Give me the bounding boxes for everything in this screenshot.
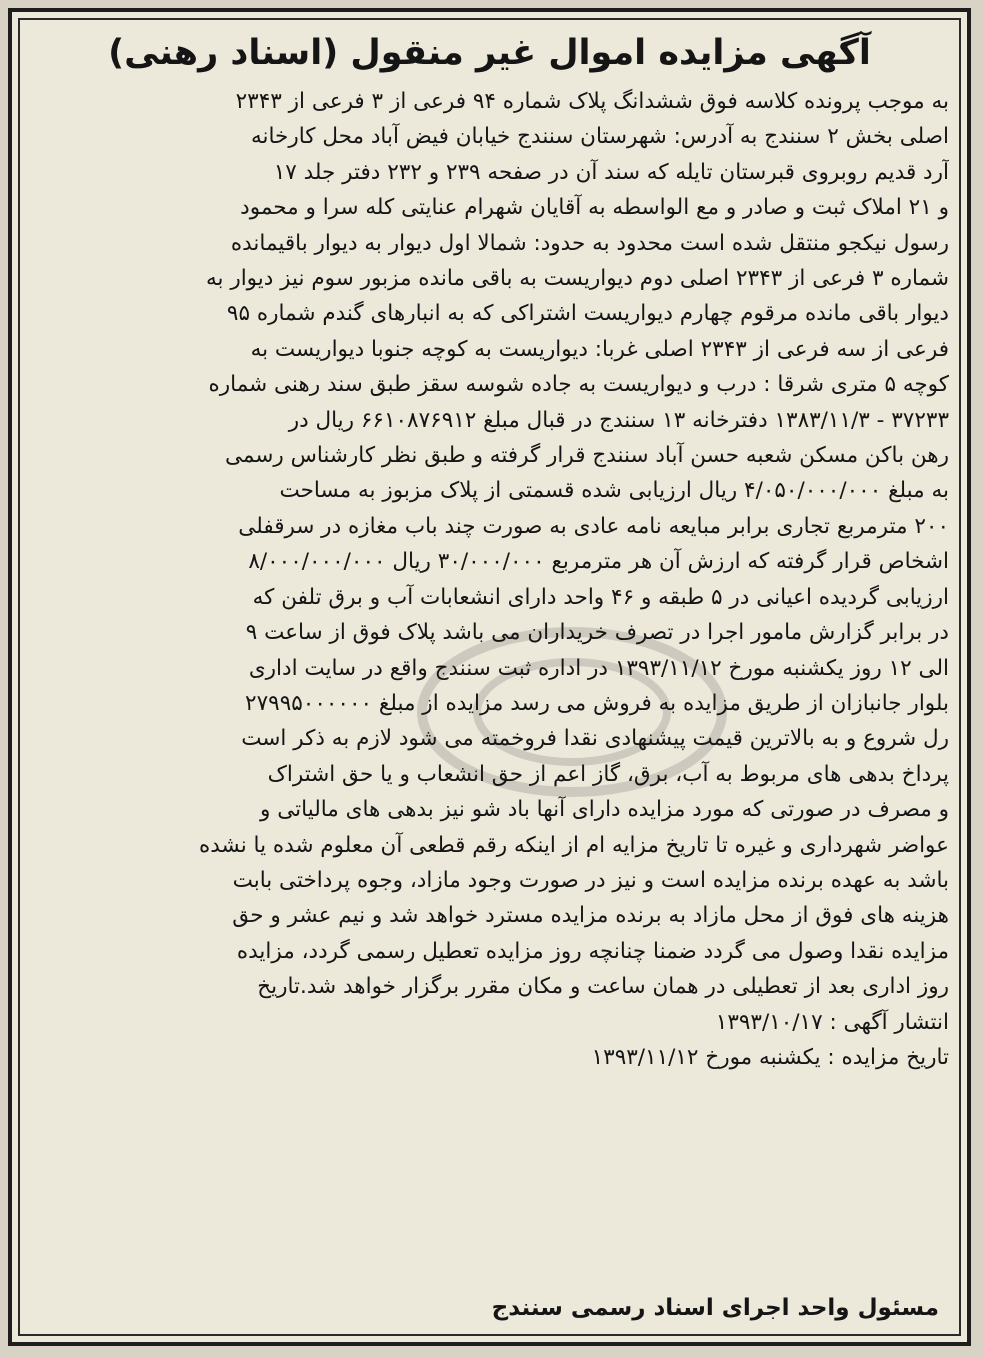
body-line: ارزیابی گردیده اعیانی در ۵ طبقه و ۴۶ واحد دارای انشعابات آب و برق تلفن که <box>252 584 949 610</box>
body-line: و ۲۱ املاک ثبت و صادر و مع الواسطه به آقایان شهرام عنایتی کله سرا و محمود <box>240 195 949 221</box>
body-line: پرداخ بدهی های مربوط به آب، برق، گاز اعم از حق انشعاب و یا حق اشتراک <box>267 761 949 787</box>
auction-date: تاریخ مزایده : یکشنبه مورخ ۱۳۹۳/۱۱/۱۲ <box>591 1044 949 1070</box>
body-line: فرعی از سه فرعی از ۲۳۴۳ اصلی غربا: دیواریست به کوچه جنوبا دیواریست به <box>250 336 949 362</box>
body-line: الی ۱۲ روز یکشنبه مورخ ۱۳۹۳/۱۱/۱۲ در اداره ثبت سنندج واقع در سایت اداری <box>248 655 949 681</box>
body-line: شماره ۳ فرعی از ۲۳۴۳ اصلی دوم دیواریست به باقی مانده مزبور سوم نیز دیوار به <box>205 266 949 292</box>
body-line: روز اداری بعد از تعطیلی در همان ساعت و مکان مقرر برگزار خواهد شد.تاریخ <box>257 974 949 1000</box>
body-line: در برابر گزارش مامور اجرا در تصرف خریداران می باشد پلاک فوق از ساعت ۹ <box>245 620 949 646</box>
body-line: ۳۷۲۳۳ - ۱۳۸۳/۱۱/۳ دفترخانه ۱۳ سنندج در قبال مبلغ ۶۶۱۰۸۷۶۹۱۲ ریال در <box>288 407 949 433</box>
body-line: رسول نیکجو منتقل شده است محدود به حدود: شمالا اول دیوار به دیوار باقیمانده <box>230 230 949 256</box>
body-line: دیوار باقی مانده مرقوم چهارم دیواریست اشتراکی که به انبارهای گندم شماره ۹۵ <box>226 301 949 327</box>
body-line: به مبلغ ۴/۰۵۰/۰۰۰/۰۰۰ ریال ارزیابی شده قسمتی از پلاک مزبوز به مساحت <box>279 478 949 504</box>
notice-body <box>30 84 949 1005</box>
body-line: ۲۰۰ مترمربع تجاری برابر مبایعه نامه عادی به صورت چند باب مغازه در سرقفلی <box>238 513 949 539</box>
body-line: مزایده نقدا وصول می گردد ضمنا چنانچه روز مزایده تعطیل رسمی گردد، مزایده <box>236 938 949 964</box>
notice-content <box>30 26 949 1328</box>
body-line: و مصرف در صورتی که مورد مزایده دارای آنها باد شو نیز بدهی های مالیاتی و <box>260 797 949 823</box>
body-line: عواضر شهرداری و غیره تا تاریخ مزایه ام از اینکه رقم قطعی آن معلوم شده یا نشده <box>198 832 949 858</box>
body-line: هزینه های فوق از محل مازاد به برنده مزایده مسترد خواهد شد و نیم عشر و حق <box>232 903 949 929</box>
body-line: رهن باکن مسکن شعبه حسن آباد سنندج قرار گرفته و طبق نظر کارشناس رسمی <box>225 443 949 469</box>
body-line: باشد به عهده برنده مزایده است و نیز در صورت وجود مازاد، وجوه پرداختی بابت <box>232 867 949 893</box>
body-line: اشخاص قرار گرفته که ارزش آن هر مترمربع ۳۰/۰۰۰/۰۰۰ ریال ۸/۰۰۰/۰۰۰/۰۰۰ <box>248 549 949 575</box>
body-line: به موجب پرونده کلاسه فوق ششدانگ پلاک شماره ۹۴ فرعی از ۳ فرعی از ۲۳۴۳ <box>235 89 949 114</box>
body-line: آرد قدیم روبروی قبرستان تایله که سند آن در صفحه ۲۳۹ و ۲۳۲ دفتر جلد ۱۷ <box>273 159 949 185</box>
body-line: بلوار جانبازان از طریق مزایده به فروش می رسد مزایده از مبلغ ۲۷۹۹۵۰۰۰۰۰۰ <box>245 690 949 716</box>
body-line: کوچه ۵ متری شرقا : درب و دیواریست به جاده شوسه سقز طبق سند رهنی شماره <box>208 372 949 398</box>
notice-sheet <box>8 8 971 1346</box>
notice-title: آگهی مزایده اموال غیر منقول (اسناد رهنی) <box>108 33 871 73</box>
publish-date: انتشار آگهی : ۱۳۹۳/۱۰/۱۷ <box>715 1009 949 1035</box>
signature: مسئول واحد اجرای اسناد رسمی سنندج <box>491 1295 939 1321</box>
body-line: اصلی بخش ۲ سنندج به آدرس: شهرستان سنندج خیابان فیض آباد محل کارخانه <box>250 124 949 150</box>
body-line: رل شروع و به بالاترین قیمت پیشنهادی نقدا فروخمته می شود لازم به ذکر است <box>241 726 949 752</box>
